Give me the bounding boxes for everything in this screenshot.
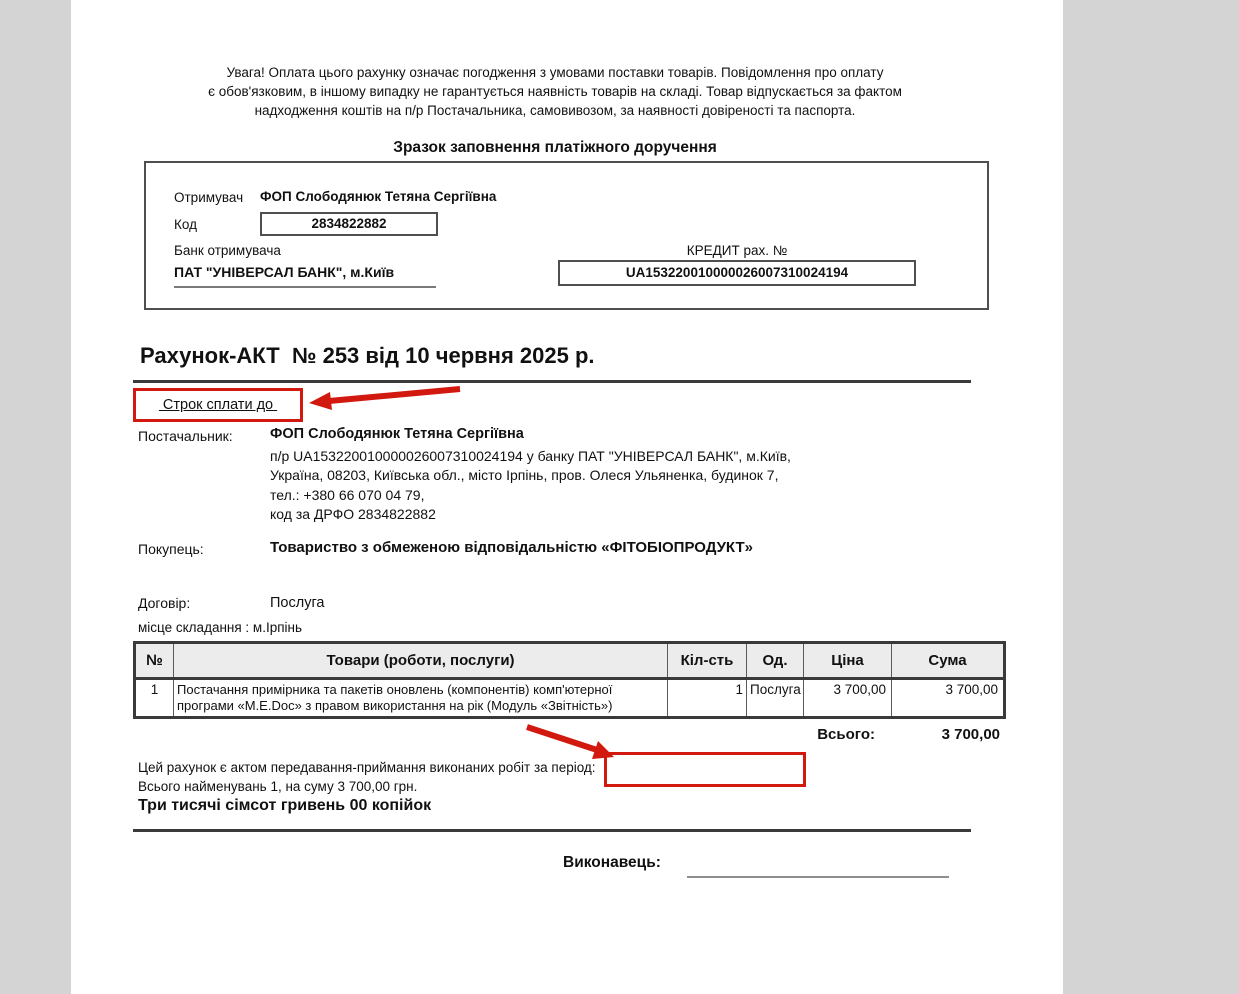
buyer-label: Покупець: (138, 541, 204, 557)
invoice-page (71, 0, 1063, 994)
buyer-name: Товариство з обмеженою відповідальністю «ФІТОБІОПРОДУКТ» (270, 539, 753, 556)
supplier-label: Постачальник: (138, 428, 233, 444)
due-date-arrow-icon (305, 383, 467, 413)
receiver-label: Отримувач (174, 190, 244, 205)
invoice-title: Рахунок-АКТ № 253 від 10 червня 2025 р. (140, 343, 595, 368)
col-header-goods: Товари (роботи, послуги) (174, 643, 668, 679)
executor-signature-line (687, 876, 949, 878)
col-header-sum: Сума (892, 643, 1005, 679)
col-header-qty: Кіл-сть (668, 643, 747, 679)
item-sum: 3 700,00 (892, 679, 1005, 718)
col-header-unit: Од. (747, 643, 804, 679)
code-value-box: 2834822882 (260, 212, 438, 236)
contract-label: Договір: (138, 595, 191, 611)
item-num: 1 (135, 679, 174, 718)
supplier-name: ФОП Слободянюк Тетяна Сергіївна (270, 426, 524, 442)
supplier-detail-line: код за ДРФО 2834822882 (270, 505, 436, 522)
amount-in-words: Три тисячі сімсот гривень 00 копійок (138, 797, 432, 814)
items-table-header-row (135, 643, 1005, 679)
col-header-num: № (135, 643, 174, 679)
period-arrow-icon (521, 722, 626, 764)
payment-warning-text (175, 63, 935, 120)
act-count-line: Всього найменувань 1, на суму 3 700,00 грн. (138, 779, 418, 794)
period-highlight-box (604, 752, 806, 787)
supplier-detail-line: п/р UA153220010000026007310024194 у банку ПАТ "УНІВЕРСАЛ БАНК", м.Київ, (270, 448, 791, 464)
col-header-price: Ціна (804, 643, 892, 679)
due-date-highlight-box (133, 388, 303, 422)
iban-value-box: UA153220010000026007310024194 (558, 260, 916, 286)
item-unit: Послуга (747, 679, 804, 718)
title-divider (133, 380, 971, 383)
receiver-bank-value: ПАТ "УНІВЕРСАЛ БАНК", м.Київ (174, 264, 395, 280)
item-qty: 1 (668, 679, 747, 718)
credit-account-label: КРЕДИТ рах. № (686, 243, 788, 258)
bank-underline (174, 286, 436, 288)
supplier-detail-line: тел.: +380 66 070 04 79, (270, 486, 425, 503)
payment-requisites-box (144, 161, 989, 310)
bottom-divider (133, 829, 971, 832)
receiver-value: ФОП Слободянюк Тетяна Сергіївна (260, 189, 497, 204)
supplier-detail-line: Україна, 08203, Київська обл., місто Ірпінь, пров. Олеся Ульяненка, будинок 7, (270, 467, 779, 484)
supplier-details (270, 447, 791, 524)
item-description: Постачання примірника та пакетів оновлень (компонентів) комп'ютерної програми «M.E.Doc» з правом використання на рік (Модуль «Звітність») (174, 679, 668, 718)
code-label: Код (174, 217, 197, 232)
payment-sample-heading: Зразок заповнення платіжного доручення (393, 139, 717, 156)
warning-line: Увага! Оплата цього рахунку означає погодження з умовами поставки товарів. Повідомлення про оплату (226, 65, 884, 80)
table-row (135, 679, 1005, 718)
receiver-bank-label: Банк отримувача (174, 243, 281, 258)
executor-label: Виконавець: (563, 854, 661, 871)
items-table (133, 641, 1006, 719)
total-value: 3 700,00 (941, 726, 1000, 743)
contract-value: Послуга (270, 595, 325, 611)
warning-line: є обов'язковим, в іншому випадку не гарантується наявність товарів на складі. Товар відпускається за фактом (208, 84, 902, 99)
due-date-label: Строк сплати до (158, 397, 278, 413)
item-price: 3 700,00 (804, 679, 892, 718)
warning-line: надходження коштів на п/р Постачальника, самовивозом, за наявності довіреності та паспорта. (254, 103, 856, 118)
place-of-issue: місце складання : м.Ірпінь (138, 620, 303, 635)
total-label: Всього: (817, 726, 875, 743)
act-period-line: Цей рахунок є актом передавання-приймання виконаних робіт за період: (138, 760, 596, 775)
